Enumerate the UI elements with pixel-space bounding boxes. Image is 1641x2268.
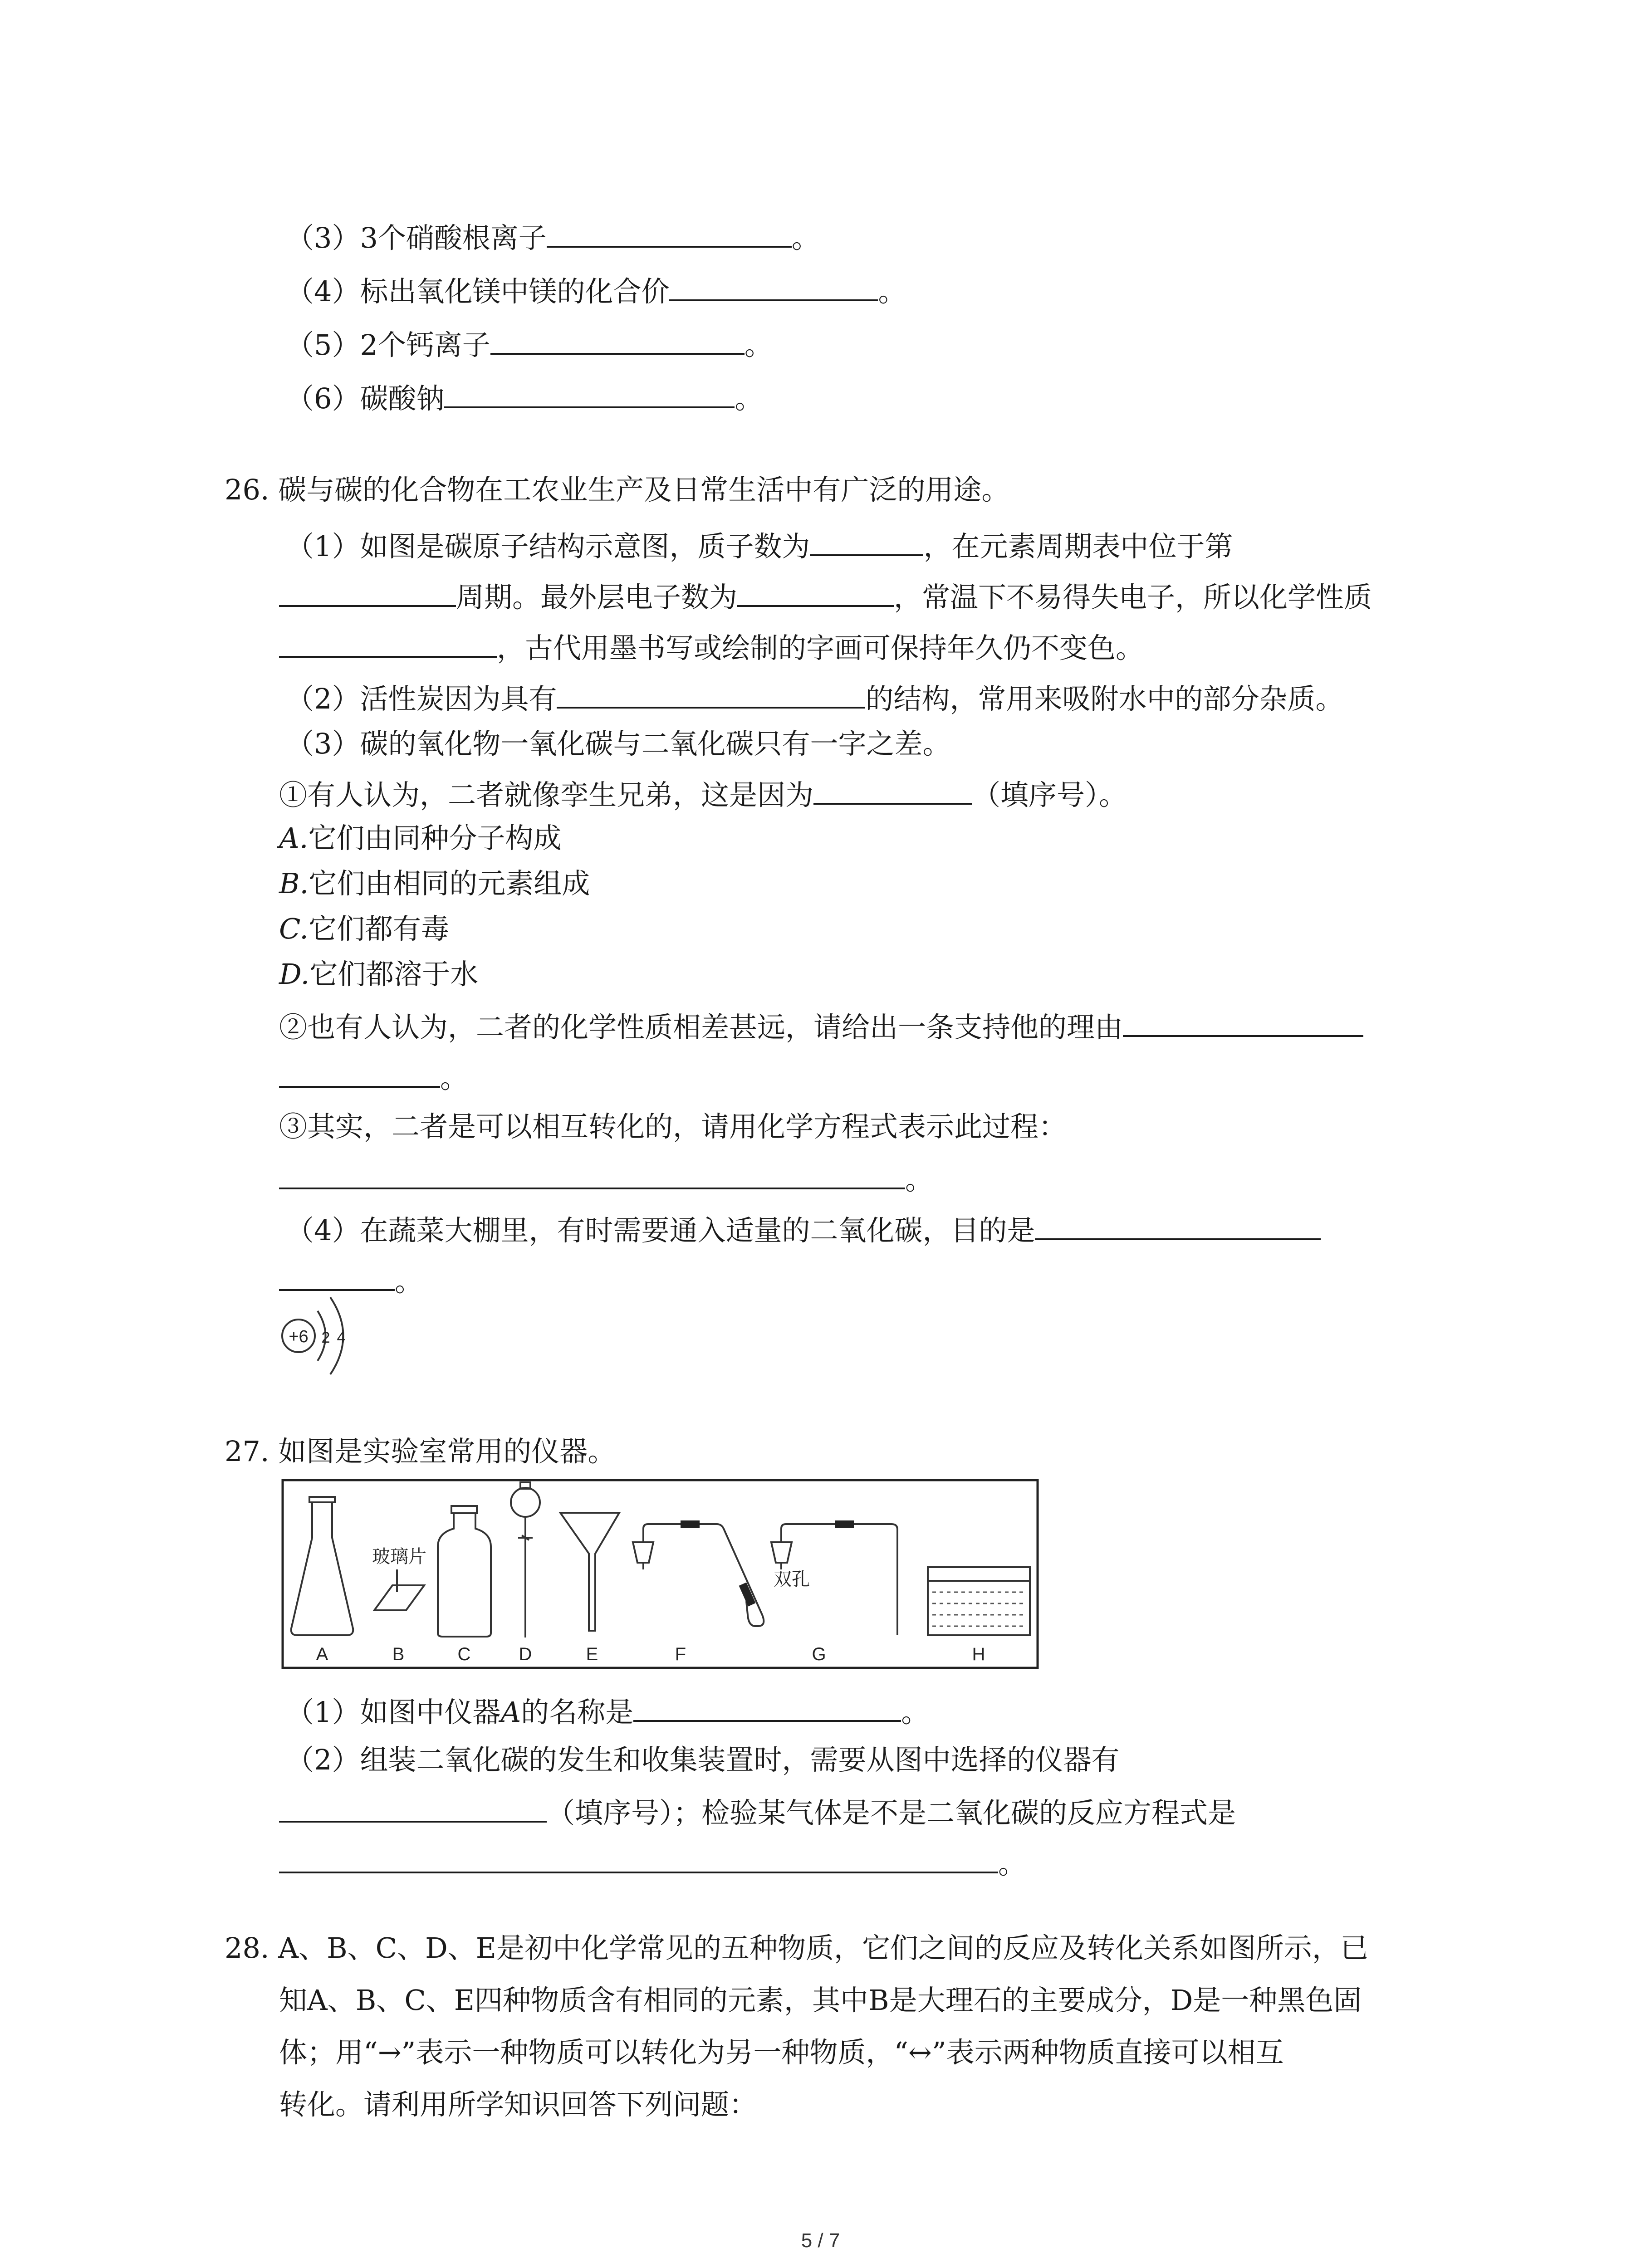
shell-2-electrons: 4 [337, 1329, 346, 1346]
q26-part1-line3: ，古代用墨书写或绘制的字画可保持年久仍不变色。 [279, 628, 1144, 666]
rubber-connector-g [835, 1520, 854, 1528]
label-b: B [392, 1644, 405, 1664]
q26-sub1: ①有人认为，二者就像孪生兄弟，这是因为 （填序号）。 [279, 775, 1127, 813]
label-h: H [972, 1644, 985, 1664]
q25-item-4: （4）标出氧化镁中镁的化合价 。 [286, 271, 906, 310]
q26-option-d: D.它们都溶于水 [279, 958, 479, 991]
glass-slide-label: 玻璃片 [372, 1547, 426, 1567]
answer-blank[interactable] [279, 1843, 998, 1873]
answer-blank[interactable] [633, 1692, 901, 1722]
apparatus-b-glass-slide [374, 1569, 424, 1610]
answer-blank[interactable] [444, 378, 735, 408]
apparatus-a-conical-flask [291, 1497, 353, 1635]
answer-blank[interactable] [813, 775, 972, 805]
carbon-atom-diagram [272, 1284, 363, 1388]
answer-blank[interactable] [1035, 1210, 1321, 1240]
answer-blank[interactable] [557, 679, 865, 709]
answer-blank[interactable] [669, 271, 878, 301]
apparatus-h-water-trough [928, 1567, 1030, 1635]
figure-frame [283, 1480, 1038, 1668]
q27-part2-cont2: 。 [279, 1843, 1026, 1882]
trough-water [932, 1592, 1025, 1626]
answer-blank[interactable] [279, 1159, 905, 1189]
q27-stem: 27. 如图是实验室常用的仪器。 [225, 1435, 616, 1468]
q27-part2: （2）组装二氧化碳的发生和收集装置时，需要从图中选择的仪器有 [286, 1743, 1120, 1776]
answer-blank[interactable] [279, 1058, 440, 1088]
q27-part2-cont: （填序号）；检验某气体是不是二氧化碳的反应方程式是 [279, 1793, 1236, 1831]
q26-part1-line1: （1）如图是碳原子结构示意图，质子数为 ，在元素周期表中位于第 [286, 526, 1233, 565]
q26-part3: （3）碳的氧化物一氧化碳与二氧化碳只有一字之差。 [286, 727, 951, 760]
label-a: A [316, 1644, 328, 1664]
q25-item-5: （5）2个钙离子 。 [286, 325, 773, 363]
label-e: E [586, 1644, 598, 1664]
q26-option-b: B.它们由相同的元素组成 [279, 867, 590, 900]
q28-line2: 知A、B、C、E四种物质含有相同的元素，其中B是大理石的主要成分，D是一种黑色固 [279, 1984, 1362, 2017]
answer-blank[interactable] [279, 628, 497, 658]
q26-sub3-cont: 。 [279, 1159, 933, 1198]
lab-apparatus-figure [281, 1479, 1039, 1669]
q27-part1: （1）如图中仪器A的名称是 。 [286, 1692, 929, 1730]
answer-blank[interactable] [810, 526, 923, 556]
answer-blank[interactable] [279, 1793, 547, 1823]
q25-item-6: （6）碳酸钠 。 [286, 378, 763, 417]
answer-blank[interactable] [279, 577, 456, 607]
q26-stem: 26. 碳与碳的化合物在工农业生产及日常生活中有广泛的用途。 [225, 473, 1010, 506]
q26-option-a: A.它们由同种分子构成 [279, 821, 562, 855]
label-f: F [675, 1644, 686, 1664]
apparatus-d-separatory-funnel [511, 1482, 540, 1637]
answer-blank[interactable] [1123, 1007, 1363, 1037]
answer-blank[interactable] [737, 577, 894, 607]
q26-part2: （2）活性炭因为具有 的结构，常用来吸附水中的部分杂质。 [286, 679, 1343, 717]
apparatus-c-gas-bottle [438, 1506, 491, 1637]
q28-line3: 体；用“→”表示一种物质可以转化为另一种物质，“↔”表示两种物质直接可以相互 [279, 2036, 1284, 2069]
double-hole-label: 双孔 [774, 1569, 810, 1589]
rubber-connector-f [681, 1520, 700, 1528]
answer-blank[interactable] [490, 325, 745, 355]
q26-sub2: ②也有人认为，二者的化学性质相差甚远，请给出一条支持他的理由 [279, 1007, 1363, 1046]
q26-part1-line2: 周期。最外层电子数为 ，常温下不易得失电子，所以化学性质 [279, 577, 1372, 616]
q26-sub2-cont: 。 [279, 1058, 468, 1096]
q28-line1: 28. A、B、C、D、E是初中化学常见的五种物质，它们之间的反应及转化关系如图所示，已 [225, 1931, 1369, 1965]
q26-part4-cont: 。 [279, 1261, 423, 1300]
apparatus-e-funnel [560, 1513, 619, 1631]
q25-item-3: （3）3个硝酸根离子 。 [286, 218, 820, 256]
q28-line4: 转化。请利用所学知识回答下列问题： [279, 2088, 758, 2121]
label-g: G [812, 1644, 826, 1664]
answer-blank[interactable] [547, 218, 792, 248]
apparatus-f-stopper-tube [633, 1524, 764, 1626]
q26-sub3: ③其实，二者是可以相互转化的，请用化学方程式表示此过程： [279, 1110, 1067, 1143]
shell-1-electrons: 2 [321, 1329, 330, 1346]
q26-part4: （4）在蔬菜大棚里，有时需要通入适量的二氧化碳，目的是 [286, 1210, 1321, 1249]
page-number: 5 / 7 [801, 2229, 840, 2252]
nucleus-charge: +6 [289, 1327, 309, 1346]
label-c: C [457, 1644, 471, 1664]
q26-option-c: C.它们都有毒 [279, 912, 449, 945]
label-d: D [519, 1644, 532, 1664]
